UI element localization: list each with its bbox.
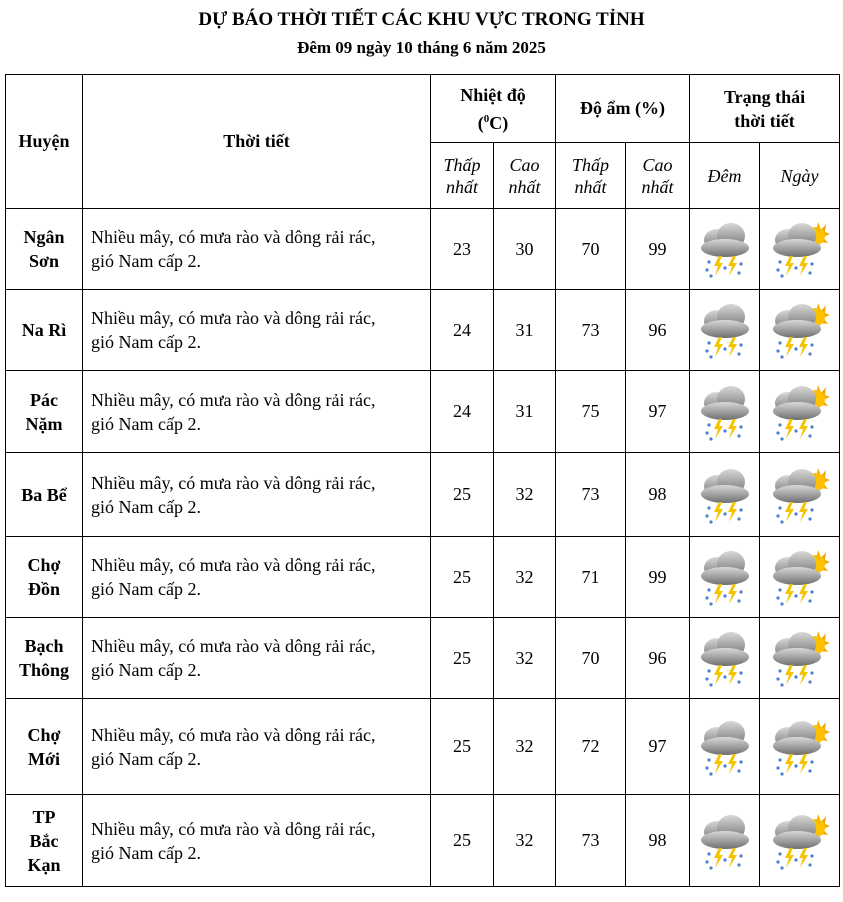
humidity-max: 96 [626, 618, 690, 699]
temp-min: 24 [431, 290, 494, 371]
table-row [6, 209, 840, 290]
header-hum-min: Thấp nhất [556, 143, 626, 209]
temp-min: 25 [431, 537, 494, 618]
header-temp-min: Thấp nhất [431, 143, 494, 209]
humidity-max: 99 [626, 537, 690, 618]
humidity-min: 73 [556, 453, 626, 537]
district-name: Bạch Thông [6, 618, 83, 699]
district-name: Chợ Đồn [6, 537, 83, 618]
table-row [6, 537, 840, 618]
district-name: Ba Bể [6, 453, 83, 537]
thunderstorm-rain-sun-icon [770, 716, 830, 778]
weather-description: Nhiều mây, có mưa rào và dông rải rác, gió Nam cấp 2. [83, 290, 431, 371]
humidity-min: 72 [556, 699, 626, 795]
day-status [760, 699, 840, 795]
night-status [690, 618, 760, 699]
weather-description: Nhiều mây, có mưa rào và dông rải rác, gió Nam cấp 2. [83, 209, 431, 290]
humidity-max: 97 [626, 699, 690, 795]
humidity-min: 71 [556, 537, 626, 618]
thunderstorm-rain-cloud-icon [697, 218, 753, 280]
temp-max: 30 [494, 209, 556, 290]
header-hum-max: Cao nhất [626, 143, 690, 209]
humidity-min: 75 [556, 371, 626, 453]
humidity-max: 98 [626, 795, 690, 887]
temp-min: 23 [431, 209, 494, 290]
table-row [6, 618, 840, 699]
day-status [760, 453, 840, 537]
thunderstorm-rain-sun-icon [770, 627, 830, 689]
district-name: TP Bắc Kạn [6, 795, 83, 887]
thunderstorm-rain-cloud-icon [697, 627, 753, 689]
temp-min: 25 [431, 618, 494, 699]
day-status [760, 209, 840, 290]
forecast-table [5, 74, 840, 887]
temp-min: 25 [431, 453, 494, 537]
night-status [690, 209, 760, 290]
thunderstorm-rain-cloud-icon [697, 381, 753, 443]
night-status [690, 371, 760, 453]
night-status [690, 537, 760, 618]
district-name: Pác Nặm [6, 371, 83, 453]
thunderstorm-rain-sun-icon [770, 218, 830, 280]
table-row [6, 371, 840, 453]
thunderstorm-rain-cloud-icon [697, 299, 753, 361]
table-row [6, 290, 840, 371]
table-row [6, 795, 840, 887]
temp-max: 32 [494, 699, 556, 795]
header-night: Đêm [690, 143, 760, 209]
thunderstorm-rain-sun-icon [770, 464, 830, 526]
thunderstorm-rain-sun-icon [770, 299, 830, 361]
humidity-min: 73 [556, 290, 626, 371]
header-status: Trạng thái thời tiết [690, 75, 840, 143]
weather-description: Nhiều mây, có mưa rào và dông rải rác, gió Nam cấp 2. [83, 453, 431, 537]
weather-description: Nhiều mây, có mưa rào và dông rải rác, gió Nam cấp 2. [83, 795, 431, 887]
weather-description: Nhiều mây, có mưa rào và dông rải rác, gió Nam cấp 2. [83, 618, 431, 699]
temp-max: 32 [494, 795, 556, 887]
temp-max: 32 [494, 453, 556, 537]
district-name: Chợ Mới [6, 699, 83, 795]
temp-max: 32 [494, 618, 556, 699]
humidity-max: 99 [626, 209, 690, 290]
header-temperature-label: Nhiệt độ [460, 84, 526, 105]
header-district: Huyện [6, 75, 83, 209]
day-status [760, 795, 840, 887]
header-weather: Thời tiết [83, 75, 431, 209]
header-temp-max: Cao nhất [494, 143, 556, 209]
night-status [690, 453, 760, 537]
humidity-min: 70 [556, 209, 626, 290]
thunderstorm-rain-sun-icon [770, 810, 830, 872]
night-status [690, 290, 760, 371]
thunderstorm-rain-sun-icon [770, 381, 830, 443]
day-status [760, 537, 840, 618]
district-name: Na Rì [6, 290, 83, 371]
header-temperature: Nhiệt độ ($^0$C) [431, 75, 556, 143]
night-status [690, 795, 760, 887]
district-name: Ngân Sơn [6, 209, 83, 290]
temp-min: 25 [431, 699, 494, 795]
temp-max: 31 [494, 371, 556, 453]
header-humidity: Độ ẩm (%) [556, 75, 690, 143]
weather-description: Nhiều mây, có mưa rào và dông rải rác, gió Nam cấp 2. [83, 537, 431, 618]
humidity-min: 73 [556, 795, 626, 887]
thunderstorm-rain-sun-icon [770, 546, 830, 608]
humidity-max: 98 [626, 453, 690, 537]
humidity-max: 97 [626, 371, 690, 453]
thunderstorm-rain-cloud-icon [697, 546, 753, 608]
humidity-min: 70 [556, 618, 626, 699]
page-subtitle: Đêm 09 ngày 10 tháng 6 năm 2025 [297, 38, 546, 57]
thunderstorm-rain-cloud-icon [697, 716, 753, 778]
table-row [6, 699, 840, 795]
night-status [690, 699, 760, 795]
header-day: Ngày [760, 143, 840, 209]
temp-max: 32 [494, 537, 556, 618]
weather-description: Nhiều mây, có mưa rào và dông rải rác, gió Nam cấp 2. [83, 371, 431, 453]
page-title: DỰ BÁO THỜI TIẾT CÁC KHU VỰC TRONG TỈNH [198, 9, 645, 30]
day-status [760, 371, 840, 453]
temp-max: 31 [494, 290, 556, 371]
weather-description: Nhiều mây, có mưa rào và dông rải rác, gió Nam cấp 2. [83, 699, 431, 795]
temp-min: 25 [431, 795, 494, 887]
temp-min: 24 [431, 371, 494, 453]
table-row [6, 453, 840, 537]
day-status [760, 290, 840, 371]
thunderstorm-rain-cloud-icon [697, 464, 753, 526]
day-status [760, 618, 840, 699]
thunderstorm-rain-cloud-icon [697, 810, 753, 872]
humidity-max: 96 [626, 290, 690, 371]
